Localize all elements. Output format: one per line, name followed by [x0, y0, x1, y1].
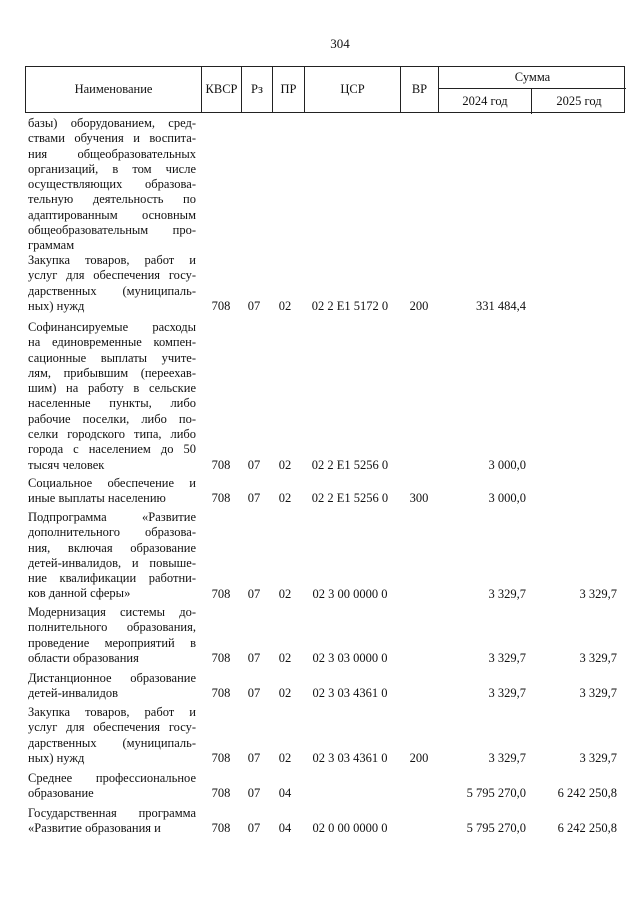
row-name: [28, 771, 196, 802]
row-name-line: полнительного образования,: [28, 620, 196, 635]
vr-cell: 200: [409, 750, 429, 765]
row-name: [28, 476, 196, 507]
header-kvsr: КВСР: [202, 67, 242, 112]
kvsr-cell: 708: [211, 650, 231, 665]
row-name: [28, 806, 196, 837]
row-name: [28, 116, 196, 254]
rz-cell: 07: [247, 298, 261, 313]
row-name-line: дарственных (муниципаль-: [28, 283, 196, 298]
row-name-line: Модернизация системы до-: [28, 605, 196, 619]
row-name-line: на единовременные компен-: [28, 335, 196, 350]
row-name-line: ных) нужд: [28, 298, 85, 313]
row-name-line: тельную деятельность по: [28, 192, 196, 207]
row-name-line: ствами обучения и воспита-: [28, 131, 196, 146]
row-name-line: шим) на работу в сельские: [28, 381, 196, 396]
csr-cell: 02 3 03 4361 0: [312, 686, 388, 701]
rz-cell: 07: [247, 650, 261, 665]
row-name-line: граммам: [28, 238, 75, 253]
row-name-line: Закупка товаров, работ и: [28, 253, 196, 267]
row-name-line: селки городского типа, либо: [28, 427, 196, 442]
row-name-line: города с населением до 50: [28, 442, 196, 457]
amount-2024-cell: 3 000,0: [488, 491, 526, 506]
amount-2024-cell: 3 329,7: [488, 650, 526, 665]
amount-2024-cell: 5 795 270,0: [466, 786, 526, 801]
header-year-2024: 2024 год: [439, 89, 532, 114]
table-header: [25, 66, 625, 113]
csr-cell: 02 3 03 0000 0: [312, 650, 388, 665]
amount-2024-cell: 3 000,0: [488, 457, 526, 472]
amount-2024-cell: 3 329,7: [488, 586, 526, 601]
row-name-line: «Развитие образования и: [28, 821, 161, 836]
rz-cell: 07: [247, 750, 261, 765]
row-name-line: услуг для обеспечения госу-: [28, 720, 196, 735]
kvsr-cell: 708: [211, 298, 231, 313]
row-name-line: Среднее профессиональное: [28, 771, 196, 785]
row-name-line: области образования: [28, 650, 139, 665]
rz-cell: 07: [247, 821, 261, 836]
row-name-line: лям, прибывшим (переехав-: [28, 365, 196, 380]
amount-2024-cell: 3 329,7: [488, 750, 526, 765]
csr-cell: 02 3 03 4361 0: [312, 750, 388, 765]
rz-cell: 07: [247, 491, 261, 506]
row-name-line: организаций, в том числе: [28, 161, 196, 176]
row-name: [28, 510, 196, 602]
row-name-line: адаптированным основным: [28, 207, 196, 222]
amount-2025-cell: 3 329,7: [579, 750, 617, 765]
row-name-line: общеобразовательным про-: [28, 223, 196, 238]
row-name-line: осуществляющих образова-: [28, 177, 196, 192]
rz-cell: 07: [247, 786, 261, 801]
vr-cell: 200: [409, 298, 429, 313]
row-name-line: Софинансируемые расходы: [28, 320, 196, 334]
header-vr: ВР: [401, 67, 439, 112]
row-name: [28, 671, 196, 702]
row-name-line: Государственная программа: [28, 806, 196, 820]
row-name-line: Дистанционное образование: [28, 671, 196, 685]
kvsr-cell: 708: [211, 491, 231, 506]
row-name-line: ных) нужд: [28, 750, 85, 765]
header-name: Наименование: [26, 67, 202, 112]
rz-cell: 07: [247, 457, 261, 472]
header-year-2025: 2025 год: [556, 94, 602, 108]
kvsr-cell: 708: [211, 821, 231, 836]
header-summa: Сумма: [439, 67, 626, 89]
row-name-line: Социальное обеспечение и: [28, 476, 196, 490]
row-name: [28, 320, 196, 473]
row-name-line: тысяч человек: [28, 457, 105, 472]
amount-2025-cell: 6 242 250,8: [557, 821, 617, 836]
row-name-line: ния, включая образование: [28, 540, 196, 555]
row-name-line: детей-инвалидов, и повыше-: [28, 555, 196, 570]
pr-cell: 02: [278, 650, 292, 665]
rz-cell: 07: [247, 686, 261, 701]
row-name-line: образование: [28, 786, 94, 801]
kvsr-cell: 708: [211, 686, 231, 701]
row-name-line: ние квалификации работни-: [28, 571, 196, 586]
amount-2024-cell: 3 329,7: [488, 686, 526, 701]
row-name-line: проведение мероприятий в: [28, 635, 196, 650]
csr-cell: 02 2 Е1 5256 0: [311, 457, 389, 472]
kvsr-cell: 708: [211, 457, 231, 472]
vr-cell: 300: [409, 491, 429, 506]
row-name: [28, 253, 196, 314]
pr-cell: 02: [278, 586, 292, 601]
rz-cell: 07: [247, 586, 261, 601]
amount-2024-cell: 331 484,4: [476, 298, 526, 313]
csr-cell: 02 2 Е1 5172 0: [311, 298, 389, 313]
row-name-line: услуг для обеспечения госу-: [28, 268, 196, 283]
row-name-line: базы) оборудованием, сред-: [28, 116, 196, 130]
amount-2024-cell: 5 795 270,0: [466, 821, 526, 836]
kvsr-cell: 708: [211, 750, 231, 765]
row-name-line: Подпрограмма «Развитие: [28, 510, 196, 524]
header-csr: ЦСР: [305, 67, 401, 112]
row-name: [28, 705, 196, 766]
csr-cell: 02 2 Е1 5256 0: [311, 491, 389, 506]
pr-cell: 02: [278, 686, 292, 701]
row-name-line: сационные выплаты учите-: [28, 350, 196, 365]
row-name: [28, 605, 196, 666]
csr-cell: 02 0 00 0000 0: [312, 821, 388, 836]
row-name-line: населенные пункты, либо: [28, 396, 196, 411]
page-number: 304: [330, 36, 350, 51]
amount-2025-cell: 3 329,7: [579, 686, 617, 701]
row-name-line: ков данной сферы»: [28, 586, 131, 601]
header-pr: ПР: [273, 67, 305, 112]
row-name-line: дарственных (муниципаль-: [28, 735, 196, 750]
amount-2025-cell: 6 242 250,8: [557, 786, 617, 801]
row-name-line: ния общеобразовательных: [28, 146, 196, 161]
amount-2025-cell: 3 329,7: [579, 650, 617, 665]
kvsr-cell: 708: [211, 786, 231, 801]
amount-2025-cell: 3 329,7: [579, 586, 617, 601]
row-name-line: рабочие поселки, либо по-: [28, 411, 196, 426]
csr-cell: 02 3 00 0000 0: [312, 586, 388, 601]
row-name-line: иные выплаты населению: [28, 491, 166, 506]
pr-cell: 02: [278, 298, 292, 313]
header-rz: Рз: [242, 67, 273, 112]
pr-cell: 02: [278, 457, 292, 472]
pr-cell: 04: [278, 786, 292, 801]
kvsr-cell: 708: [211, 586, 231, 601]
row-name-line: Закупка товаров, работ и: [28, 705, 196, 719]
row-name-line: дополнительного образова-: [28, 525, 196, 540]
pr-cell: 02: [278, 750, 292, 765]
row-name-line: детей-инвалидов: [28, 686, 118, 701]
pr-cell: 02: [278, 491, 292, 506]
pr-cell: 04: [278, 821, 292, 836]
